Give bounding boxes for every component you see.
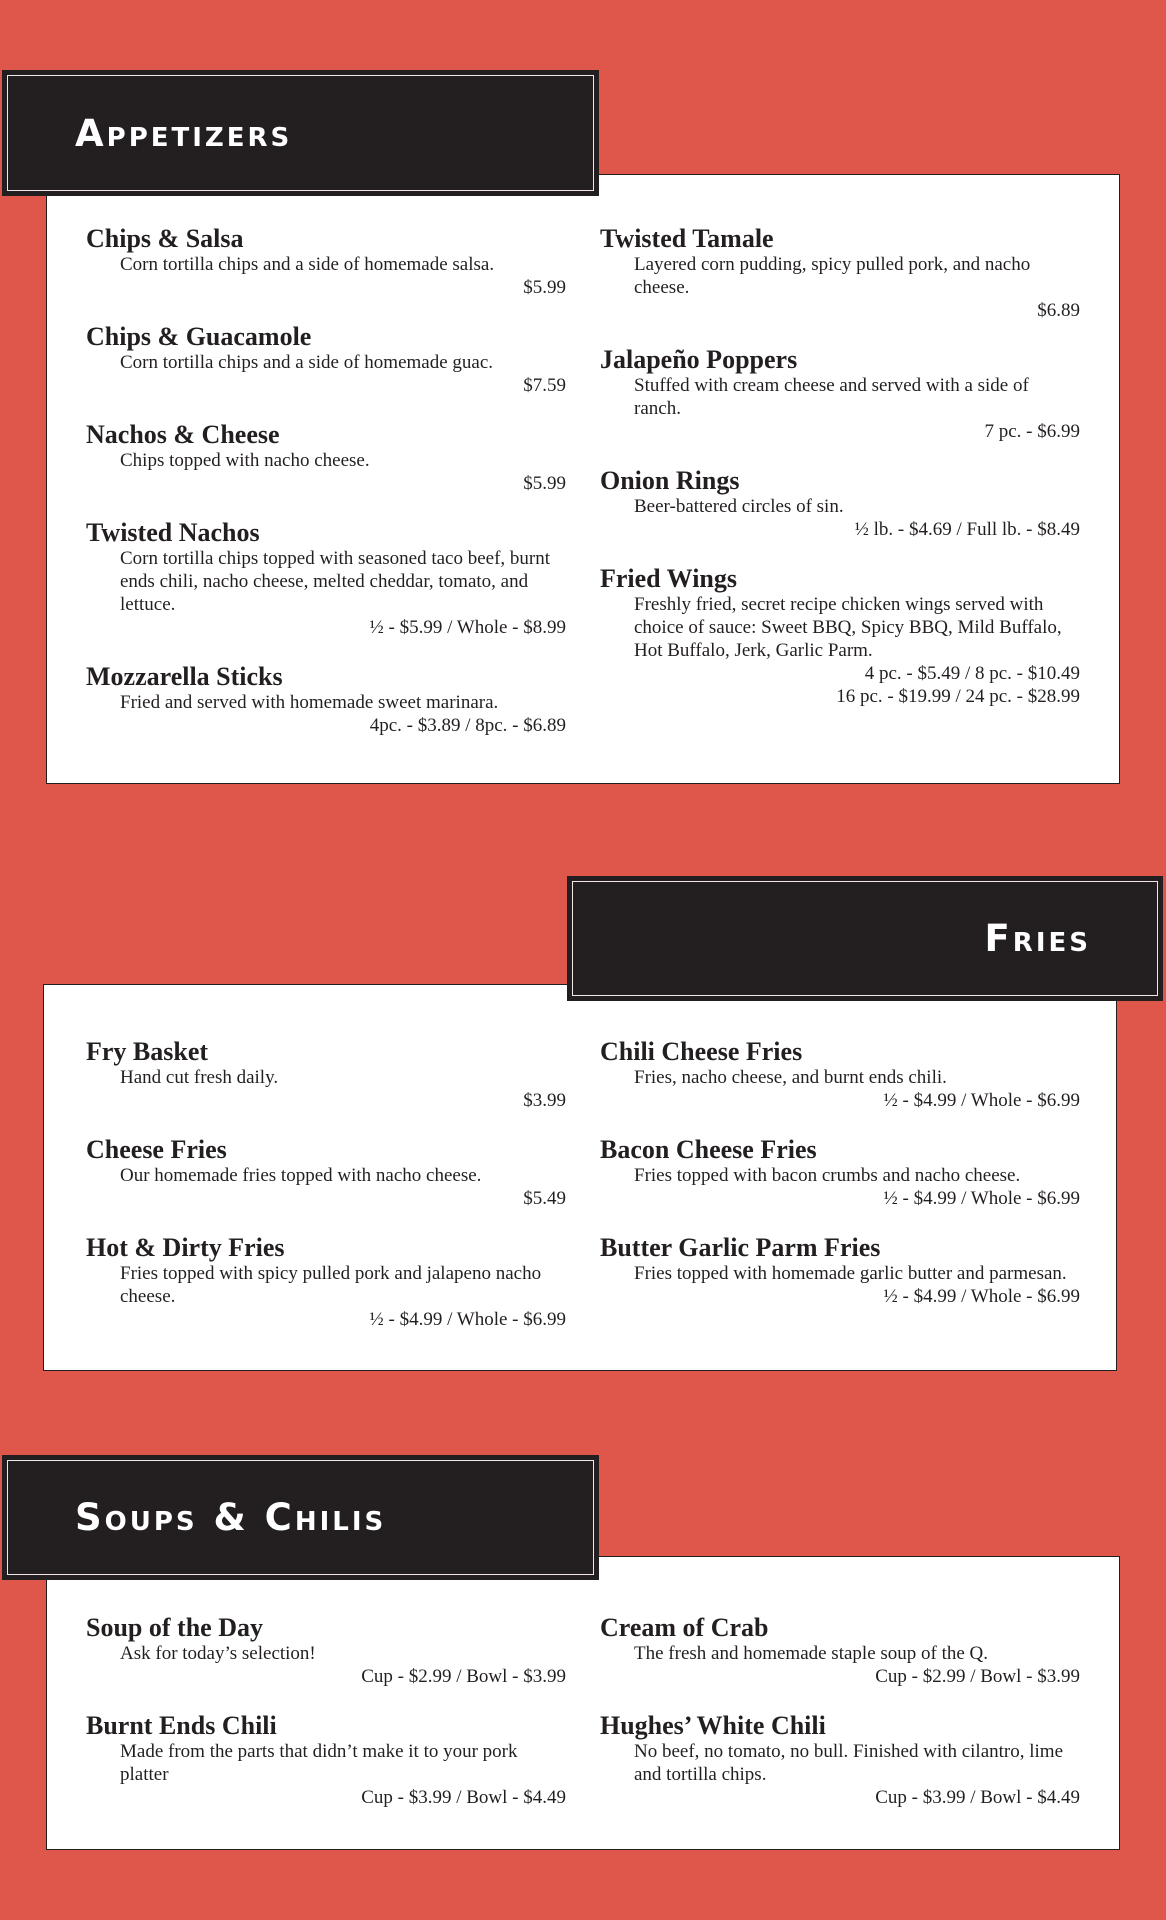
item-description: Hand cut fresh daily. <box>120 1067 279 1088</box>
menu-item <box>600 346 1080 443</box>
item-name: Cream of Crab <box>600 1613 769 1642</box>
menu-item <box>86 663 566 737</box>
menu-item <box>600 1136 1080 1210</box>
item-price: Cup - $3.99 / Bowl - $4.49 <box>361 1787 566 1808</box>
item-description: Stuffed with cream cheese and served with a side of ranch. <box>634 375 1029 419</box>
item-description: Fries topped with spicy pulled pork and jalapeno nacho cheese. <box>120 1263 542 1307</box>
menu-item <box>86 225 566 299</box>
item-name: Twisted Nachos <box>86 518 260 547</box>
soups-left-column <box>86 1614 566 1833</box>
item-price: Cup - $2.99 / Bowl - $3.99 <box>875 1666 1080 1687</box>
appetizers-left-column <box>86 225 566 761</box>
item-price: ½ lb. - $4.69 / Full lb. - $8.49 <box>854 519 1080 540</box>
item-name: Soup of the Day <box>86 1613 263 1642</box>
menu-item <box>600 1712 1080 1809</box>
item-name: Fried Wings <box>600 564 738 593</box>
item-name: Hughes’ White Chili <box>600 1711 826 1740</box>
item-price: $5.49 <box>523 1188 566 1209</box>
item-price: ½ - $5.99 / Whole - $8.99 <box>369 617 566 638</box>
item-name: Mozzarella Sticks <box>86 662 283 691</box>
item-price: ½ - $4.99 / Whole - $6.99 <box>883 1286 1080 1307</box>
item-price: $5.99 <box>523 277 566 298</box>
menu-item <box>86 1234 566 1331</box>
soups-right-column <box>600 1614 1080 1833</box>
item-price: $5.99 <box>523 473 566 494</box>
fries-right-column <box>600 1038 1080 1332</box>
item-description: Layered corn pudding, spicy pulled pork, and nacho cheese. <box>634 254 1031 298</box>
item-price: $7.59 <box>523 375 566 396</box>
item-name: Butter Garlic Parm Fries <box>600 1233 881 1262</box>
item-description: The fresh and homemade staple soup of the Q. <box>634 1643 989 1664</box>
item-price: $3.99 <box>523 1090 566 1111</box>
menu-item <box>600 467 1080 541</box>
item-description: Fries topped with bacon crumbs and nacho cheese. <box>634 1165 1021 1186</box>
item-name: Hot & Dirty Fries <box>86 1233 285 1262</box>
menu-item <box>86 1712 566 1809</box>
menu-item <box>600 1234 1080 1308</box>
item-price: Cup - $2.99 / Bowl - $3.99 <box>361 1666 566 1687</box>
item-description: Freshly fried, secret recipe chicken wings served with choice of sauce: Sweet BBQ, Spicy BBQ, Mild Buffalo, Hot Buffalo, Jerk, Garlic Parm. <box>634 594 1062 661</box>
appetizers-banner <box>2 70 599 196</box>
fries-left-column <box>86 1038 566 1355</box>
item-price: 4 pc. - $5.49 / 8 pc. - $10.49 <box>864 663 1080 684</box>
item-name: Nachos & Cheese <box>86 420 280 449</box>
menu-item <box>600 1038 1080 1112</box>
item-price: 16 pc. - $19.99 / 24 pc. - $28.99 <box>836 686 1080 707</box>
item-name: Jalapeño Poppers <box>600 345 798 374</box>
item-name: Twisted Tamale <box>600 224 774 253</box>
appetizers-title: Appetizers <box>75 111 293 155</box>
item-description: Chips topped with nacho cheese. <box>120 450 370 471</box>
menu-item <box>86 1038 566 1112</box>
appetizers-right-column <box>600 225 1080 732</box>
item-name: Cheese Fries <box>86 1135 227 1164</box>
item-price: $6.89 <box>1037 300 1080 321</box>
item-description: Ask for today’s selection! <box>120 1643 316 1664</box>
item-description: Corn tortilla chips topped with seasoned taco beef, burnt ends chili, nacho cheese, melted cheddar, tomato, and lettuce. <box>120 548 551 615</box>
item-price: ½ - $4.99 / Whole - $6.99 <box>883 1188 1080 1209</box>
item-description: Corn tortilla chips and a side of homemade salsa. <box>120 254 495 275</box>
menu-item <box>86 323 566 397</box>
item-name: Chips & Guacamole <box>86 322 312 351</box>
fries-banner <box>567 876 1163 1001</box>
item-price: ½ - $4.99 / Whole - $6.99 <box>369 1309 566 1330</box>
fries-title: Fries <box>984 917 1091 960</box>
item-price: ½ - $4.99 / Whole - $6.99 <box>883 1090 1080 1111</box>
item-name: Fry Basket <box>86 1037 209 1066</box>
item-description: Fries topped with homemade garlic butter and parmesan. <box>634 1263 1067 1284</box>
item-description: No beef, no tomato, no bull. Finished with cilantro, lime and tortilla chips. <box>634 1741 1064 1785</box>
soups-panel <box>46 1556 1120 1850</box>
menu-item <box>86 519 566 639</box>
menu-item <box>600 1614 1080 1688</box>
item-description: Our homemade fries topped with nacho cheese. <box>120 1165 482 1186</box>
item-name: Chili Cheese Fries <box>600 1037 803 1066</box>
item-price: 7 pc. - $6.99 <box>984 421 1080 442</box>
item-name: Chips & Salsa <box>86 224 244 253</box>
menu-item <box>600 565 1080 708</box>
menu-item <box>86 1614 566 1688</box>
item-name: Bacon Cheese Fries <box>600 1135 817 1164</box>
item-description: Fries, nacho cheese, and burnt ends chili. <box>634 1067 947 1088</box>
appetizers-panel <box>46 174 1120 784</box>
item-description: Made from the parts that didn’t make it to your pork platter <box>120 1741 518 1785</box>
item-description: Fried and served with homemade sweet marinara. <box>120 692 499 713</box>
item-name: Onion Rings <box>600 466 740 495</box>
item-name: Burnt Ends Chili <box>86 1711 277 1740</box>
menu-item <box>600 225 1080 322</box>
fries-panel <box>43 984 1117 1371</box>
soups-title: Soups & Chilis <box>75 1496 387 1539</box>
item-description: Corn tortilla chips and a side of homemade guac. <box>120 352 494 373</box>
menu-item <box>86 1136 566 1210</box>
menu-item <box>86 421 566 495</box>
item-price: Cup - $3.99 / Bowl - $4.49 <box>875 1787 1080 1808</box>
soups-banner <box>2 1455 599 1580</box>
item-price: 4pc. - $3.89 / 8pc. - $6.89 <box>369 715 566 736</box>
item-description: Beer-battered circles of sin. <box>634 496 844 517</box>
